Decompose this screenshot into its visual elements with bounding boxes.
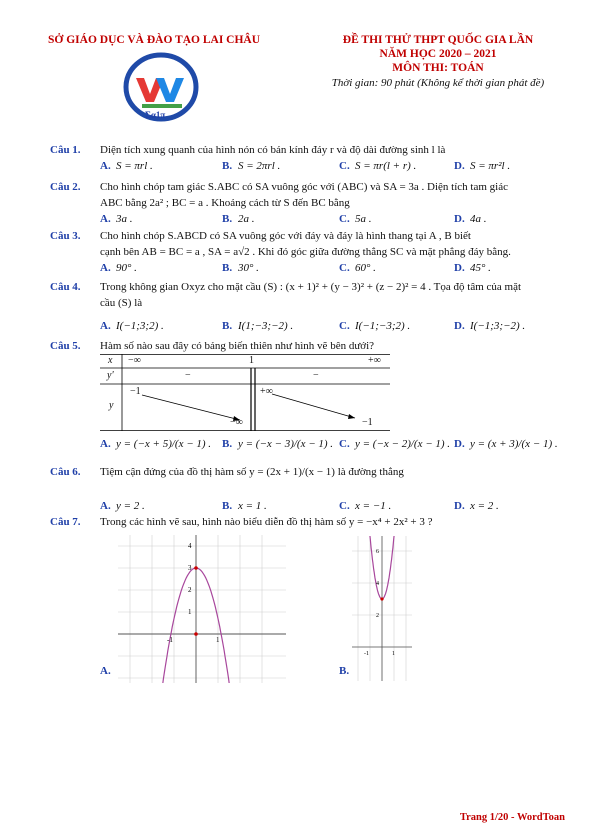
question-label: Câu 4. <box>50 281 81 293</box>
option-answer: 60° . <box>355 262 376 274</box>
graph-a-tick-y1: 1 <box>188 608 192 616</box>
variation-table <box>100 354 390 431</box>
exam-title: ĐỀ THI THỬ THPT QUỐC GIA LẦN <box>342 34 534 46</box>
graph-b-tick-y2: 2 <box>376 613 379 619</box>
option-answer: y = (−x + 5)/(x − 1) . <box>116 438 212 450</box>
option-answer: y = (−x − 2)/(x − 1) . <box>355 438 451 450</box>
question-text: ABC bằng 2a² ; BC = a . Khoảng cách từ S đến BC bằng <box>100 197 350 209</box>
var-x-pos-inf: +∞ <box>368 355 381 366</box>
option-answer: 5a . <box>355 213 372 225</box>
question-text: Diện tích xung quanh của hình nón có bán kính đáy r và độ dài đường sinh l là <box>100 144 446 156</box>
option-answer: y = 2 . <box>116 500 145 512</box>
question-label: Câu 7. <box>50 516 81 528</box>
option-letter: A. <box>100 665 111 677</box>
question-text: Hàm số nào sau đây có bảng biến thiên như hình vẽ bên dưới? <box>100 340 375 352</box>
var-y-pos-inf: +∞ <box>260 386 273 397</box>
question-text: Tiệm cận đứng của đồ thị hàm số y = (2x + 1)/(x − 1) là đường thẳng <box>100 466 404 478</box>
option-answer: 30° . <box>238 262 259 274</box>
option-answer: S = 2πrl . <box>238 160 281 172</box>
graph-a-tick-y3: 3 <box>188 564 192 572</box>
question-text: Cho hình chóp tam giác S.ABC có SA vuông góc với (ABC) và SA = 3a . Diện tích tam giác <box>100 181 508 193</box>
option-letter: D. <box>454 160 465 172</box>
option-letter: D. <box>454 262 465 274</box>
option-answer: 4a . <box>470 213 487 225</box>
option-answer: I(−1;3;2) . <box>116 320 164 332</box>
var-dy-sign-1: − <box>185 370 191 381</box>
question-label: Câu 6. <box>50 466 81 478</box>
option-answer: S = πr(l + r) . <box>355 160 417 172</box>
option-letter: D. <box>454 438 465 450</box>
option-letter: C. <box>339 438 350 450</box>
option-letter: B. <box>222 262 233 274</box>
option-letter: A. <box>100 160 111 172</box>
option-answer: S = πrl . <box>116 160 153 172</box>
option-letter: A. <box>100 500 111 512</box>
graph-a-tick-y4: 4 <box>188 542 192 550</box>
var-x-neg-inf: −∞ <box>128 355 141 366</box>
var-x-label: x <box>108 355 113 366</box>
option-letter: C. <box>339 320 350 332</box>
question-text: cạnh bên AB = BC = a , SA = a√2 . Khi đó góc giữa đường thẳng SC và mặt phẳng đáy bằng. <box>100 246 511 258</box>
graph-a <box>118 535 286 683</box>
school-year: NĂM HỌC 2020 – 2021 <box>379 48 497 60</box>
option-answer: x = 1 . <box>238 500 267 512</box>
graph-a-tick-xm1: -1 <box>167 636 173 644</box>
question-text: Trong các hình vẽ sau, hình nào biểu diễn đồ thị hàm số y = −x⁴ + 2x² + 3 ? <box>100 516 433 528</box>
svg-text:Σα1π: Σα1π <box>145 110 166 120</box>
option-answer: y = (−x − 3)/(x − 1) . <box>238 438 334 450</box>
question-text: Cho hình chóp S.ABCD có SA vuông góc với đáy và đáy là hình thang tại A , B biết <box>100 230 471 242</box>
question-label: Câu 5. <box>50 340 81 352</box>
option-letter: C. <box>339 213 350 225</box>
option-answer: y = (x + 3)/(x − 1) . <box>470 438 558 450</box>
option-letter: A. <box>100 320 111 332</box>
option-letter: D. <box>454 320 465 332</box>
option-letter: B. <box>222 213 233 225</box>
question-text: Trong không gian Oxyz cho mặt cầu (S) : (x + 1)² + (y − 3)² + (z − 2)² = 4 . Tọa độ tâm của mặt <box>100 281 522 293</box>
option-answer: I(−1;−3;2) . <box>355 320 411 332</box>
graph-b-tick-x1: 1 <box>392 651 395 657</box>
option-answer: I(−1;3;−2) . <box>470 320 526 332</box>
var-dy-sign-2: − <box>313 370 319 381</box>
question-label: Câu 3. <box>50 230 81 242</box>
var-y-neg-inf: −∞ <box>230 417 243 428</box>
option-letter: B. <box>222 500 233 512</box>
option-answer: 3a . <box>116 213 133 225</box>
var-y-label: y <box>109 400 114 411</box>
var-dy-label: y' <box>107 370 114 381</box>
option-letter: A. <box>100 438 111 450</box>
option-letter: B. <box>339 665 350 677</box>
option-letter: A. <box>100 262 111 274</box>
var-y-right: −1 <box>362 417 373 428</box>
graph-b-tick-xm1: -1 <box>364 651 369 657</box>
school-logo <box>122 52 200 125</box>
department-name: SỞ GIÁO DỤC VÀ ĐÀO TẠO LAI CHÂU <box>48 34 261 46</box>
option-answer: x = 2 . <box>470 500 499 512</box>
option-answer: x = −1 . <box>355 500 392 512</box>
graph-a-tick-x1: 1 <box>216 636 220 644</box>
option-letter: C. <box>339 262 350 274</box>
option-answer: S = πr²l . <box>470 160 511 172</box>
option-letter: C. <box>339 160 350 172</box>
graph-b-tick-y4: 4 <box>376 581 379 587</box>
var-x-one: 1 <box>249 355 254 366</box>
time-limit: Thời gian: 90 phút (Không kể thời gian phát đề) <box>331 77 545 89</box>
option-answer: I(1;−3;−2) . <box>238 320 294 332</box>
graph-a-tick-y2: 2 <box>188 586 192 594</box>
question-text: cầu (S) là <box>100 297 143 309</box>
option-answer: 2a . <box>238 213 255 225</box>
question-label: Câu 1. <box>50 144 81 156</box>
page-footer: Trang 1/20 - WordToan <box>459 812 565 823</box>
var-y-left: −1 <box>130 386 141 397</box>
option-letter: C. <box>339 500 350 512</box>
option-letter: D. <box>454 500 465 512</box>
option-letter: D. <box>454 213 465 225</box>
option-answer: 90° . <box>116 262 137 274</box>
question-label: Câu 2. <box>50 181 81 193</box>
subject: MÔN THI: TOÁN <box>392 62 484 74</box>
option-answer: 45° . <box>470 262 491 274</box>
graph-b-tick-y6: 6 <box>376 549 379 555</box>
option-letter: B. <box>222 320 233 332</box>
graph-b <box>352 536 412 681</box>
option-letter: A. <box>100 213 111 225</box>
option-letter: B. <box>222 438 233 450</box>
option-letter: B. <box>222 160 233 172</box>
